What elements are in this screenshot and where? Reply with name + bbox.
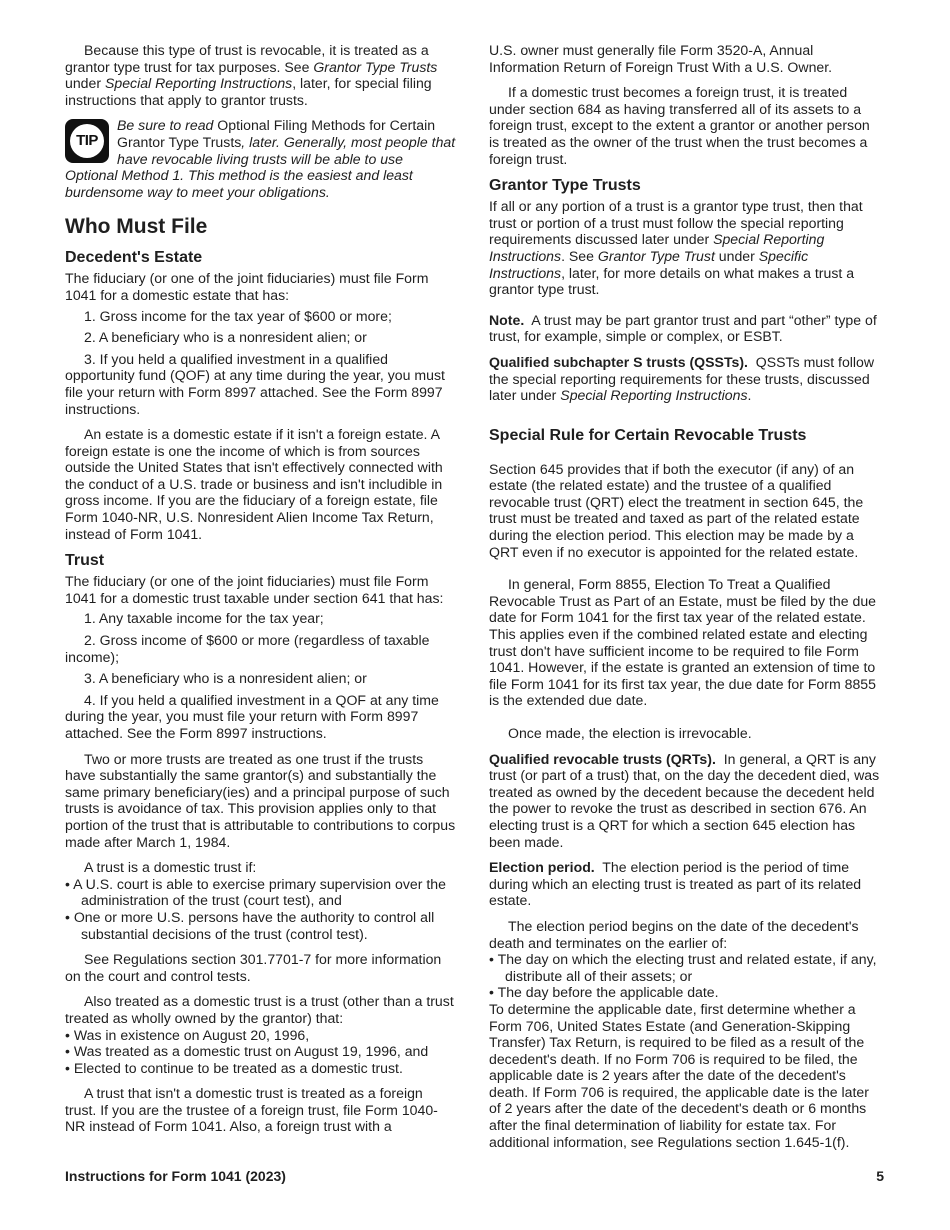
list-item: 4. If you held a qualified investment in a QOF at any time during the year, you must file your return with Form 8997 attached. See the Form 8997 instructions. bbox=[65, 691, 439, 741]
bullet-item: • The day on which the electing trust and related estate, if any, distribute all of their assets; or bbox=[489, 951, 877, 984]
list-item: 2. A beneficiary who is a nonresident alien; or bbox=[84, 329, 367, 346]
bullet-item: • The day before the applicable date. bbox=[489, 984, 719, 1001]
grantor-type-trusts-heading: Grantor Type Trusts bbox=[489, 177, 641, 195]
regulations-paragraph: See Regulations section 301.7701-7 for more information on the court and control tests. bbox=[65, 951, 442, 984]
grantor-type-trusts-paragraph: If all or any portion of a trust is a grantor type trust, then that trust or portion of a trust must follow the special reporting requirements discussed later under Special Reporting Instructions. See Grantor Type Trust under Specific Instructions, later, for more details on what makes a trust a grantor type trust. bbox=[489, 198, 863, 298]
also-domestic-intro: Also treated as a domestic trust is a trust (other than a trust treated as wholly owned by the grantor) that: bbox=[65, 993, 454, 1026]
foreign-trust-paragraph: A trust that isn't a domestic trust is treated as a foreign trust. If you are the trustee of a foreign trust, file Form 1040-NR instead of Form 1041. Also, a foreign trust with a bbox=[65, 1085, 438, 1135]
trust-intro: The fiduciary (or one of the joint fiduciaries) must file Form 1041 for a domestic trust taxable under section 641 that has: bbox=[65, 573, 444, 606]
irrevocable-paragraph: Once made, the election is irrevocable. bbox=[508, 725, 752, 741]
foreign-estate-paragraph: An estate is a domestic estate if it isn't a foreign estate. A foreign estate is one the income of which is from sources outside the United States that isn't effectively connected with the conduct of a U.S. trade or business and isn't includible in gross income. If you are the fiduciary of a foreign estate, file Form 1040-NR, U.S. Nonresident Alien Income Tax Return, instead of Form 1041. bbox=[65, 426, 443, 542]
right-column bbox=[489, 42, 881, 1159]
who-must-file-heading: Who Must File bbox=[65, 215, 208, 239]
bullet-item: • A U.S. court is able to exercise primary supervision over the administration of the trust (court test), and bbox=[65, 875, 446, 909]
applicable-date-paragraph: To determine the applicable date, first determine whether a Form 706, United States Estate (and Generation-Skipping Transfer) Tax Return, is required to be filed as a result of the decedent's death. If no Form 706 is required to be filed, the applicable date is 2 years after the date of the decedent's death. If Form 706 is required, the applicable date is the later of 2 years after the date of the decedent's death or 6 months after the final determination of liability for estate tax. For additional information, see Regulations section 1.645-1(f). bbox=[489, 1000, 869, 1150]
page-number: 5 bbox=[876, 1168, 884, 1184]
special-rule-heading: Special Rule for Certain Revocable Trusts bbox=[489, 426, 807, 444]
two-or-more-trusts-paragraph: Two or more trusts are treated as one trust if the trusts have substantially the same grantor(s) and substantially the same primary beneficiary(ies) and a principal purpose of such trusts is avoidance of tax. This provision applies only to that portion of the trust that is attributable to contributions to corpus made after March 1, 1984. bbox=[65, 750, 456, 850]
decedents-estate-heading: Decedent's Estate bbox=[65, 249, 203, 267]
bullet-item: • Was in existence on August 20, 1996, bbox=[65, 1026, 310, 1043]
domestic-to-foreign-paragraph: If a domestic trust becomes a foreign trust, it is treated under section 684 as having transferred all of its assets to a foreign trust, except to the extent a grantor or another person is treated as the owner of the trust when the trust becomes a foreign trust. bbox=[489, 84, 870, 167]
bullet-item: • Was treated as a domestic trust on August 19, 1996, and bbox=[65, 1043, 429, 1060]
note-paragraph: Note. A trust may be part grantor trust and part “other” type of trust, for example, simple or complex, or ESBT. bbox=[489, 311, 877, 345]
bullet-item: • One or more U.S. persons have the authority to control all substantial decisions of the trust (control test). bbox=[65, 908, 435, 942]
tip-text: Be sure to read Optional Filing Methods for Certain Grantor Type Trusts, later. Generally, most people that have revocable living trusts will be able to use Optional Method 1. This method is the easiest and least burdensome way to meet your obligations. bbox=[65, 117, 456, 200]
left-column bbox=[65, 42, 457, 1144]
list-item: 2. Gross income of $600 or more (regardless of taxable income); bbox=[65, 632, 430, 665]
intro-paragraph: Because this type of trust is revocable, it is treated as a grantor type trust for tax purposes. See Grantor Type Trusts under Special Reporting Instructions, later, for special filing instructions that apply to grantor trusts. bbox=[65, 42, 438, 108]
form-8855-paragraph: In general, Form 8855, Election To Treat a Qualified Revocable Trust as Part of an Estate, must be filed by the due date for Form 1041 for the first tax year of the related estate. This applies even if the combined related estate and electing trust don't have sufficient income to be required to file Form 1041. However, if the estate is granted an extension of time to file Form 1041 for its first tax year, the due date for Form 8855 is the extended due date. bbox=[489, 576, 877, 709]
list-item: 1. Any taxable income for the tax year; bbox=[84, 610, 324, 627]
footer-title: Instructions for Form 1041 (2023) bbox=[65, 1168, 286, 1184]
domestic-trust-intro: A trust is a domestic trust if: bbox=[84, 859, 257, 876]
bullet-item: • Elected to continue to be treated as a domestic trust. bbox=[65, 1059, 403, 1076]
trust-heading: Trust bbox=[65, 552, 105, 570]
election-begins-paragraph: The election period begins on the date of the decedent's death and terminates on the earlier of: bbox=[489, 917, 859, 951]
continued-paragraph: U.S. owner must generally file Form 3520-A, Annual Information Return of Foreign Trust With a U.S. Owner. bbox=[489, 42, 833, 75]
section-645-paragraph: Section 645 provides that if both the executor (if any) of an estate (the related estate) and the trustee of a qualified revocable trust (QRT) elect the treatment in section 645, the trust must be treated and taxed as part of the related estate during the election period. This election may be made by a QRT even if no executor is appointed for the related estate. bbox=[489, 460, 864, 560]
qrts-paragraph: Qualified revocable trusts (QRTs). In general, a QRT is any trust (or part of a trust) that, on the day the decedent died, was treated as owned by the decedent because the decedent held the power to revoke the trust as described in section 676. An electing trust is a QRT for which a section 645 election has been made. bbox=[489, 750, 880, 850]
qssts-paragraph: Qualified subchapter S trusts (QSSTs). QSSTs must follow the special reporting requirements for these trusts, discussed later under Special Reporting Instructions. bbox=[489, 353, 875, 404]
list-item: 3. If you held a qualified investment in a qualified opportunity fund (QOF) at any time during the year, you must file your return with Form 8997 attached. See the Form 8997 instructions. bbox=[65, 350, 445, 417]
list-item: 3. A beneficiary who is a nonresident alien; or bbox=[84, 670, 367, 687]
tip-icon: TIP bbox=[65, 119, 109, 163]
election-period-paragraph: Election period. The election period is the period of time during which an electing trust is treated as part of its related estate. bbox=[489, 859, 862, 909]
tip-box bbox=[65, 117, 457, 200]
list-item: 1. Gross income for the tax year of $600 or more; bbox=[84, 307, 392, 324]
decedents-estate-intro: The fiduciary (or one of the joint fiduciaries) must file Form 1041 for a domestic estate that has: bbox=[65, 270, 429, 303]
